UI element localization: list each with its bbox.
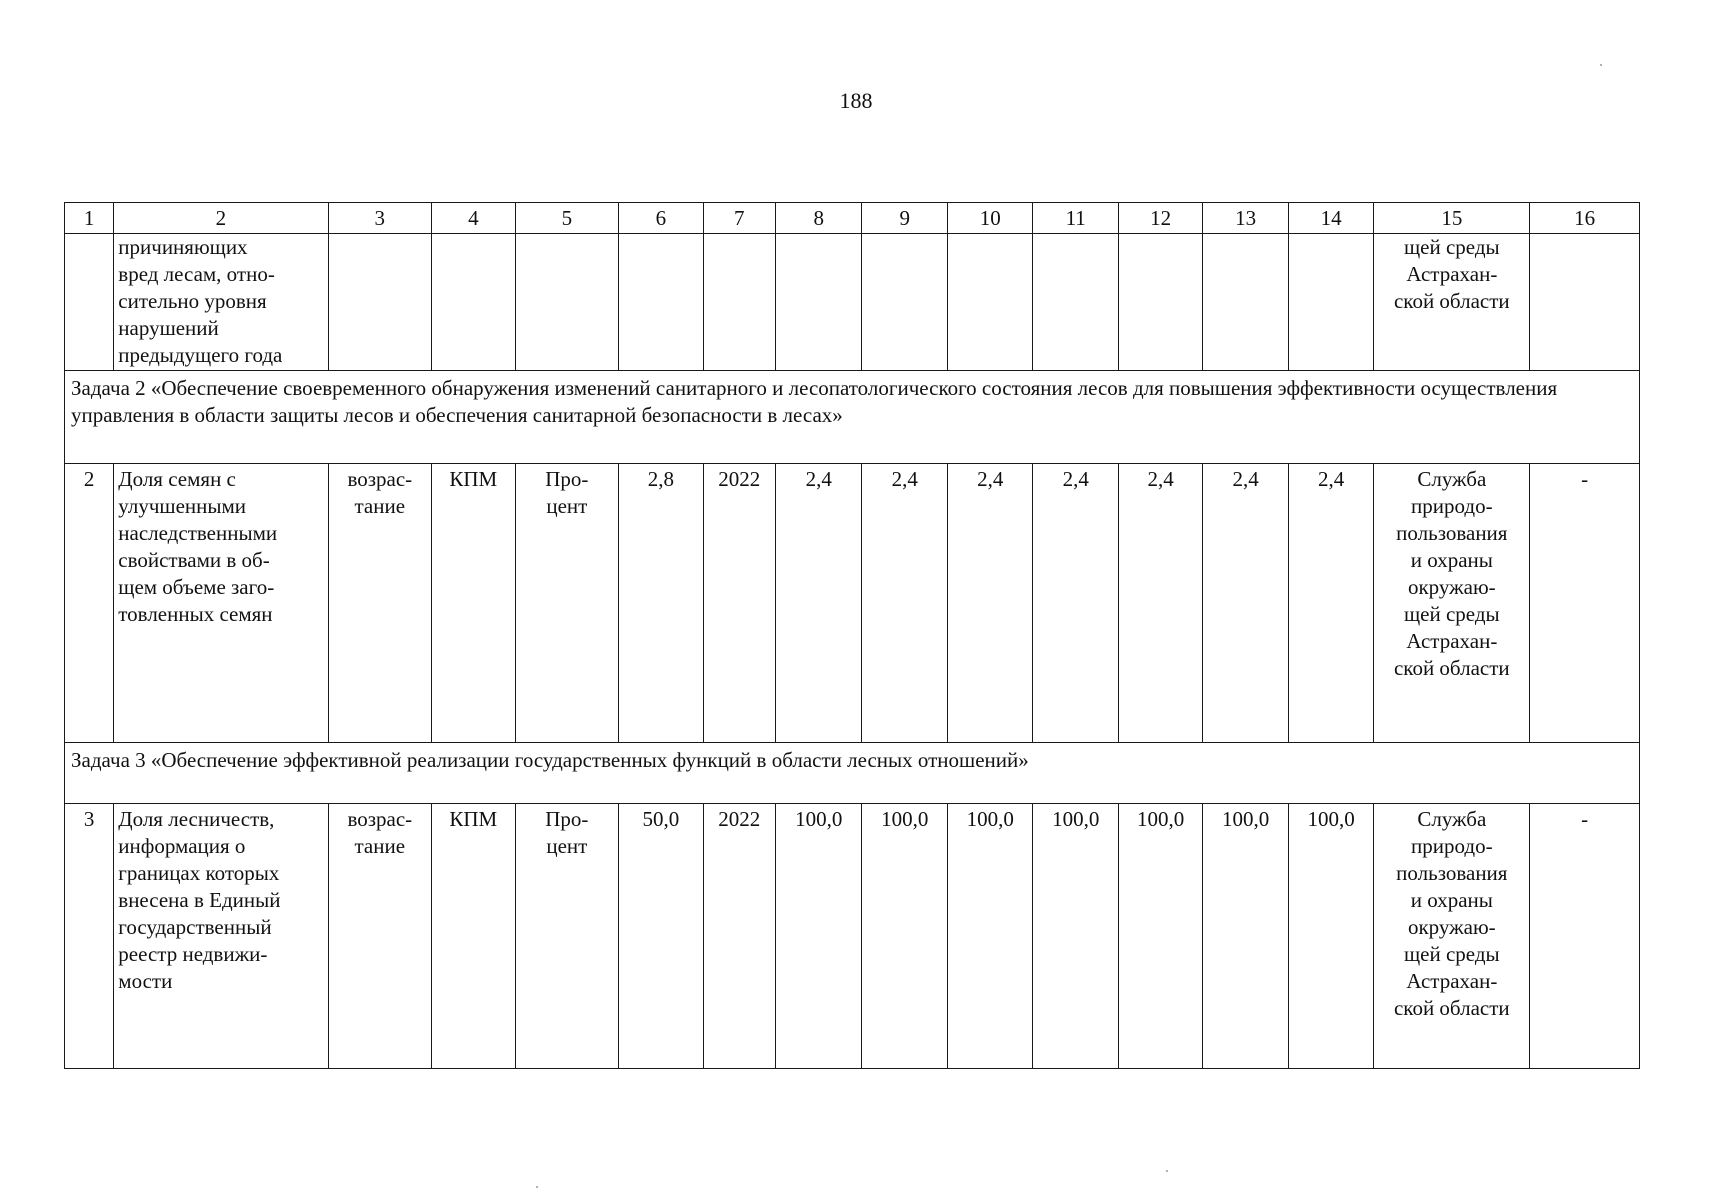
task-3-row	[65, 743, 1640, 804]
value-cell: 2,4	[1118, 464, 1202, 743]
header-cell: 3	[328, 203, 432, 234]
empty-cell	[862, 234, 947, 371]
dynamics-cell: возрас- тание	[328, 464, 432, 743]
dynamics-cell: возрас- тание	[328, 804, 432, 1069]
indicator-name-cell: причиняющих вред лесам, отно- сительно уровня нарушений предыдущего года	[114, 234, 328, 371]
value-cell: 100,0	[1288, 804, 1373, 1069]
empty-cell	[65, 234, 114, 371]
empty-cell	[776, 234, 862, 371]
header-cell: 11	[1033, 203, 1118, 234]
empty-cell	[432, 234, 515, 371]
base-year-cell: 2022	[703, 464, 775, 743]
value-cell: 100,0	[1203, 804, 1288, 1069]
empty-cell	[1530, 234, 1640, 371]
value-cell: 2,4	[1288, 464, 1373, 743]
column-number-row	[65, 203, 1640, 234]
header-cell: 9	[862, 203, 947, 234]
base-year-cell: 2022	[703, 804, 775, 1069]
page-number: 188	[839, 88, 873, 113]
task-3-heading: Задача 3 «Обеспечение эффективной реализации государственных функций в области лесных отношений»	[65, 743, 1640, 804]
empty-cell	[328, 234, 432, 371]
header-cell: 2	[114, 203, 328, 234]
value-cell: 100,0	[947, 804, 1032, 1069]
row-number-cell: 3	[65, 804, 114, 1069]
empty-cell	[703, 234, 775, 371]
empty-cell	[947, 234, 1032, 371]
value-cell: 2,4	[776, 464, 862, 743]
indicator-row-2	[65, 464, 1640, 743]
header-cell: 10	[947, 203, 1032, 234]
value-cell: 2,4	[1203, 464, 1288, 743]
scan-speck	[536, 1186, 538, 1188]
header-cell: 1	[65, 203, 114, 234]
value-cell: 2,4	[1033, 464, 1118, 743]
empty-cell	[1118, 234, 1202, 371]
header-cell: 4	[432, 203, 515, 234]
continuation-row	[65, 234, 1640, 371]
base-value-cell: 2,8	[619, 464, 703, 743]
header-cell: 15	[1374, 203, 1530, 234]
row-number-cell: 2	[65, 464, 114, 743]
header-cell: 6	[619, 203, 703, 234]
header-cell: 14	[1288, 203, 1373, 234]
empty-cell	[1203, 234, 1288, 371]
indicator-type-cell: КПМ	[432, 464, 515, 743]
value-cell: 100,0	[776, 804, 862, 1069]
indicator-name-cell: Доля лесничеств, информация о границах которых внесена в Единый государственный реестр недвижи- мости	[114, 804, 328, 1069]
indicator-row-3	[65, 804, 1640, 1069]
header-cell: 13	[1203, 203, 1288, 234]
unit-cell: Про- цент	[515, 804, 619, 1069]
task-2-heading: Задача 2 «Обеспечение своевременного обнаружения изменений санитарного и лесопатологического состояния лесов для повышения эффективности осуществления управления в области защиты лесов и обеспечения санитарной безопасности в лесах»	[65, 371, 1640, 464]
link-cell: -	[1530, 464, 1640, 743]
value-cell: 100,0	[1033, 804, 1118, 1069]
empty-cell	[619, 234, 703, 371]
value-cell: 100,0	[862, 804, 947, 1069]
empty-cell	[515, 234, 619, 371]
responsible-cell: Служба природо- пользования и охраны окружаю- щей среды Астрахан- ской области	[1374, 804, 1530, 1069]
value-cell: 2,4	[862, 464, 947, 743]
value-cell: 2,4	[947, 464, 1032, 743]
responsible-cell: Служба природо- пользования и охраны окружаю- щей среды Астрахан- ской области	[1374, 464, 1530, 743]
empty-cell	[1288, 234, 1373, 371]
header-cell: 5	[515, 203, 619, 234]
scan-speck	[1166, 1170, 1168, 1172]
base-value-cell: 50,0	[619, 804, 703, 1069]
responsible-cell: щей среды Астрахан- ской области	[1374, 234, 1530, 371]
header-cell: 7	[703, 203, 775, 234]
indicator-name-cell: Доля семян с улучшенными наследственными свойствами в об- щем объеме заго- товленных семян	[114, 464, 328, 743]
task-2-row	[65, 371, 1640, 464]
link-cell: -	[1530, 804, 1640, 1069]
indicator-type-cell: КПМ	[432, 804, 515, 1069]
value-cell: 100,0	[1118, 804, 1202, 1069]
header-cell: 8	[776, 203, 862, 234]
indicators-table	[64, 202, 1640, 1069]
scan-speck	[1600, 64, 1602, 66]
unit-cell: Про- цент	[515, 464, 619, 743]
header-cell: 16	[1530, 203, 1640, 234]
header-cell: 12	[1118, 203, 1202, 234]
empty-cell	[1033, 234, 1118, 371]
